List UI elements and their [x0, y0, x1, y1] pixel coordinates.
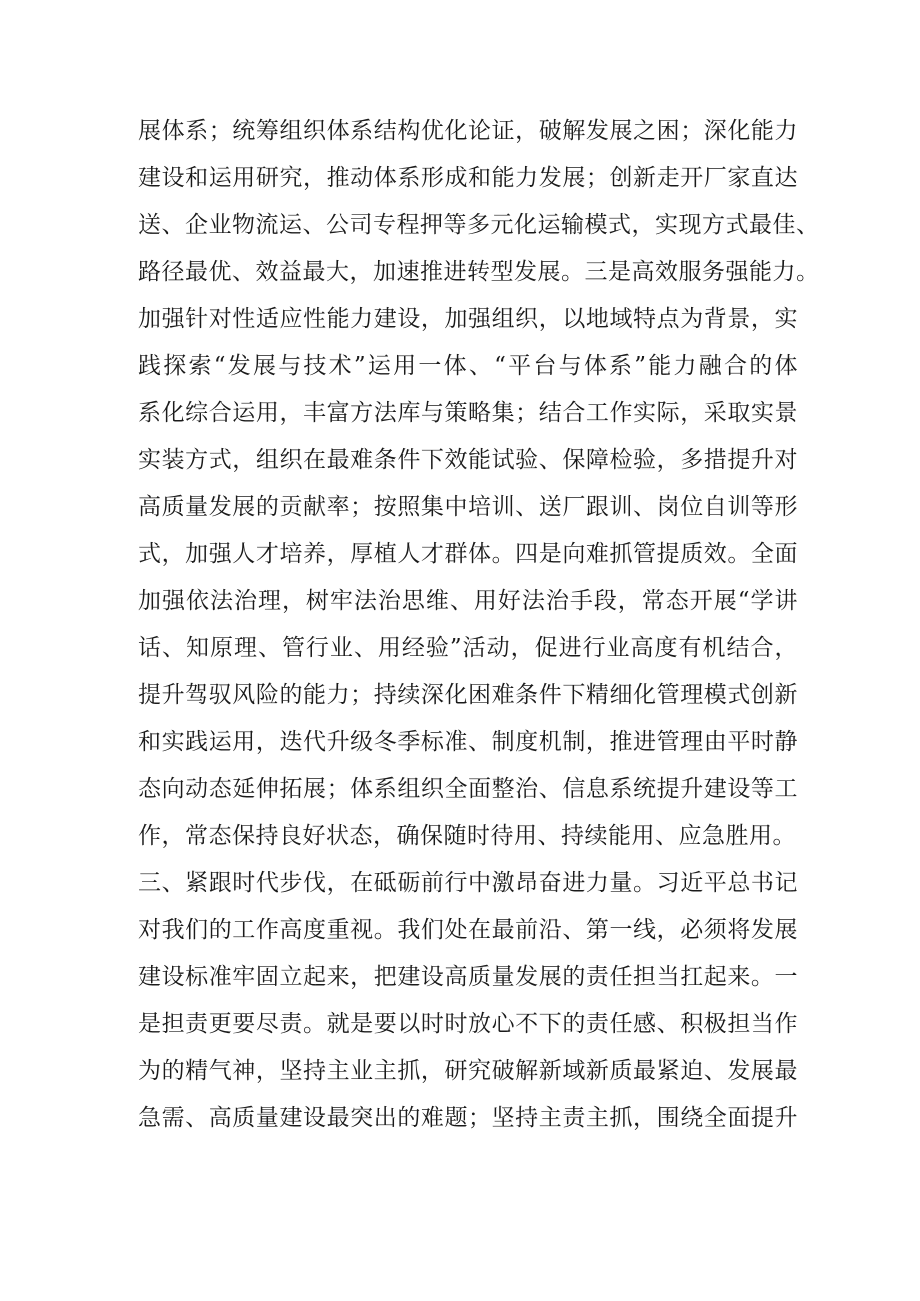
text-line-14: 和实践运用，迭代升级冬季标准、制度机制，推进管理由平时静 [138, 729, 798, 755]
text-line-3: 送、企业物流运、公司专程押等多元化运输模式，实现方式最佳、 [138, 212, 820, 238]
text-line-12: 话、知原理、管行业、用经验”活动，促进行业高度有机结合， [138, 635, 798, 661]
text-line-19: 建设标准牢固立起来，把建设高质量发展的责任担当扛起来。一 [138, 964, 798, 990]
text-line-2: 建设和运用研究，推动体系形成和能力发展；创新走开厂家直达 [138, 165, 798, 191]
text-line-5: 加强针对性适应性能力建设，加强组织，以地域特点为背景，实 [138, 306, 798, 332]
body-text [138, 108, 820, 1142]
text-line-1: 展体系；统筹组织体系结构优化论证，破解发展之困；深化能力 [138, 118, 798, 144]
text-line-21: 为的精气神，坚持主业主抓，研究破解新域新质最紧迫、发展最 [138, 1058, 798, 1084]
text-line-11: 加强依法治理，树牢法治思维、用好法治手段，常态开展“学讲 [138, 588, 798, 614]
text-line-22: 急需、高质量建设最突出的难题；坚持主责主抓，围绕全面提升 [138, 1105, 798, 1131]
text-line-9: 高质量发展的贡献率；按照集中培训、送厂跟训、岗位自训等形 [138, 494, 798, 520]
text-line-15: 态向动态延伸拓展；体系组织全面整治、信息系统提升建设等工 [138, 776, 798, 802]
text-line-17: 三、紧跟时代步伐，在砥砺前行中激昂奋进力量。习近平总书记 [138, 870, 798, 896]
text-line-10: 式，加强人才培养，厚植人才群体。四是向难抓管提质效。全面 [138, 541, 798, 567]
text-line-4: 路径最优、效益最大，加速推进转型发展。三是高效服务强能力。 [138, 259, 820, 285]
text-line-20: 是担责更要尽责。就是要以时时放心不下的责任感、积极担当作 [138, 1011, 798, 1037]
text-line-8: 实装方式，组织在最难条件下效能试验、保障检验，多措提升对 [138, 447, 798, 473]
text-line-13: 提升驾驭风险的能力；持续深化困难条件下精细化管理模式创新 [138, 682, 798, 708]
text-line-6: 践探索“发展与技术”运用一体、“平台与体系”能力融合的体 [138, 353, 798, 379]
text-line-7: 系化综合运用，丰富方法库与策略集；结合工作实际，采取实景 [138, 400, 798, 426]
text-line-18: 对我们的工作高度重视。我们处在最前沿、第一线，必须将发展 [138, 917, 798, 943]
text-line-16: 作，常态保持良好状态，确保随时待用、持续能用、应急胜用。 [138, 823, 796, 849]
